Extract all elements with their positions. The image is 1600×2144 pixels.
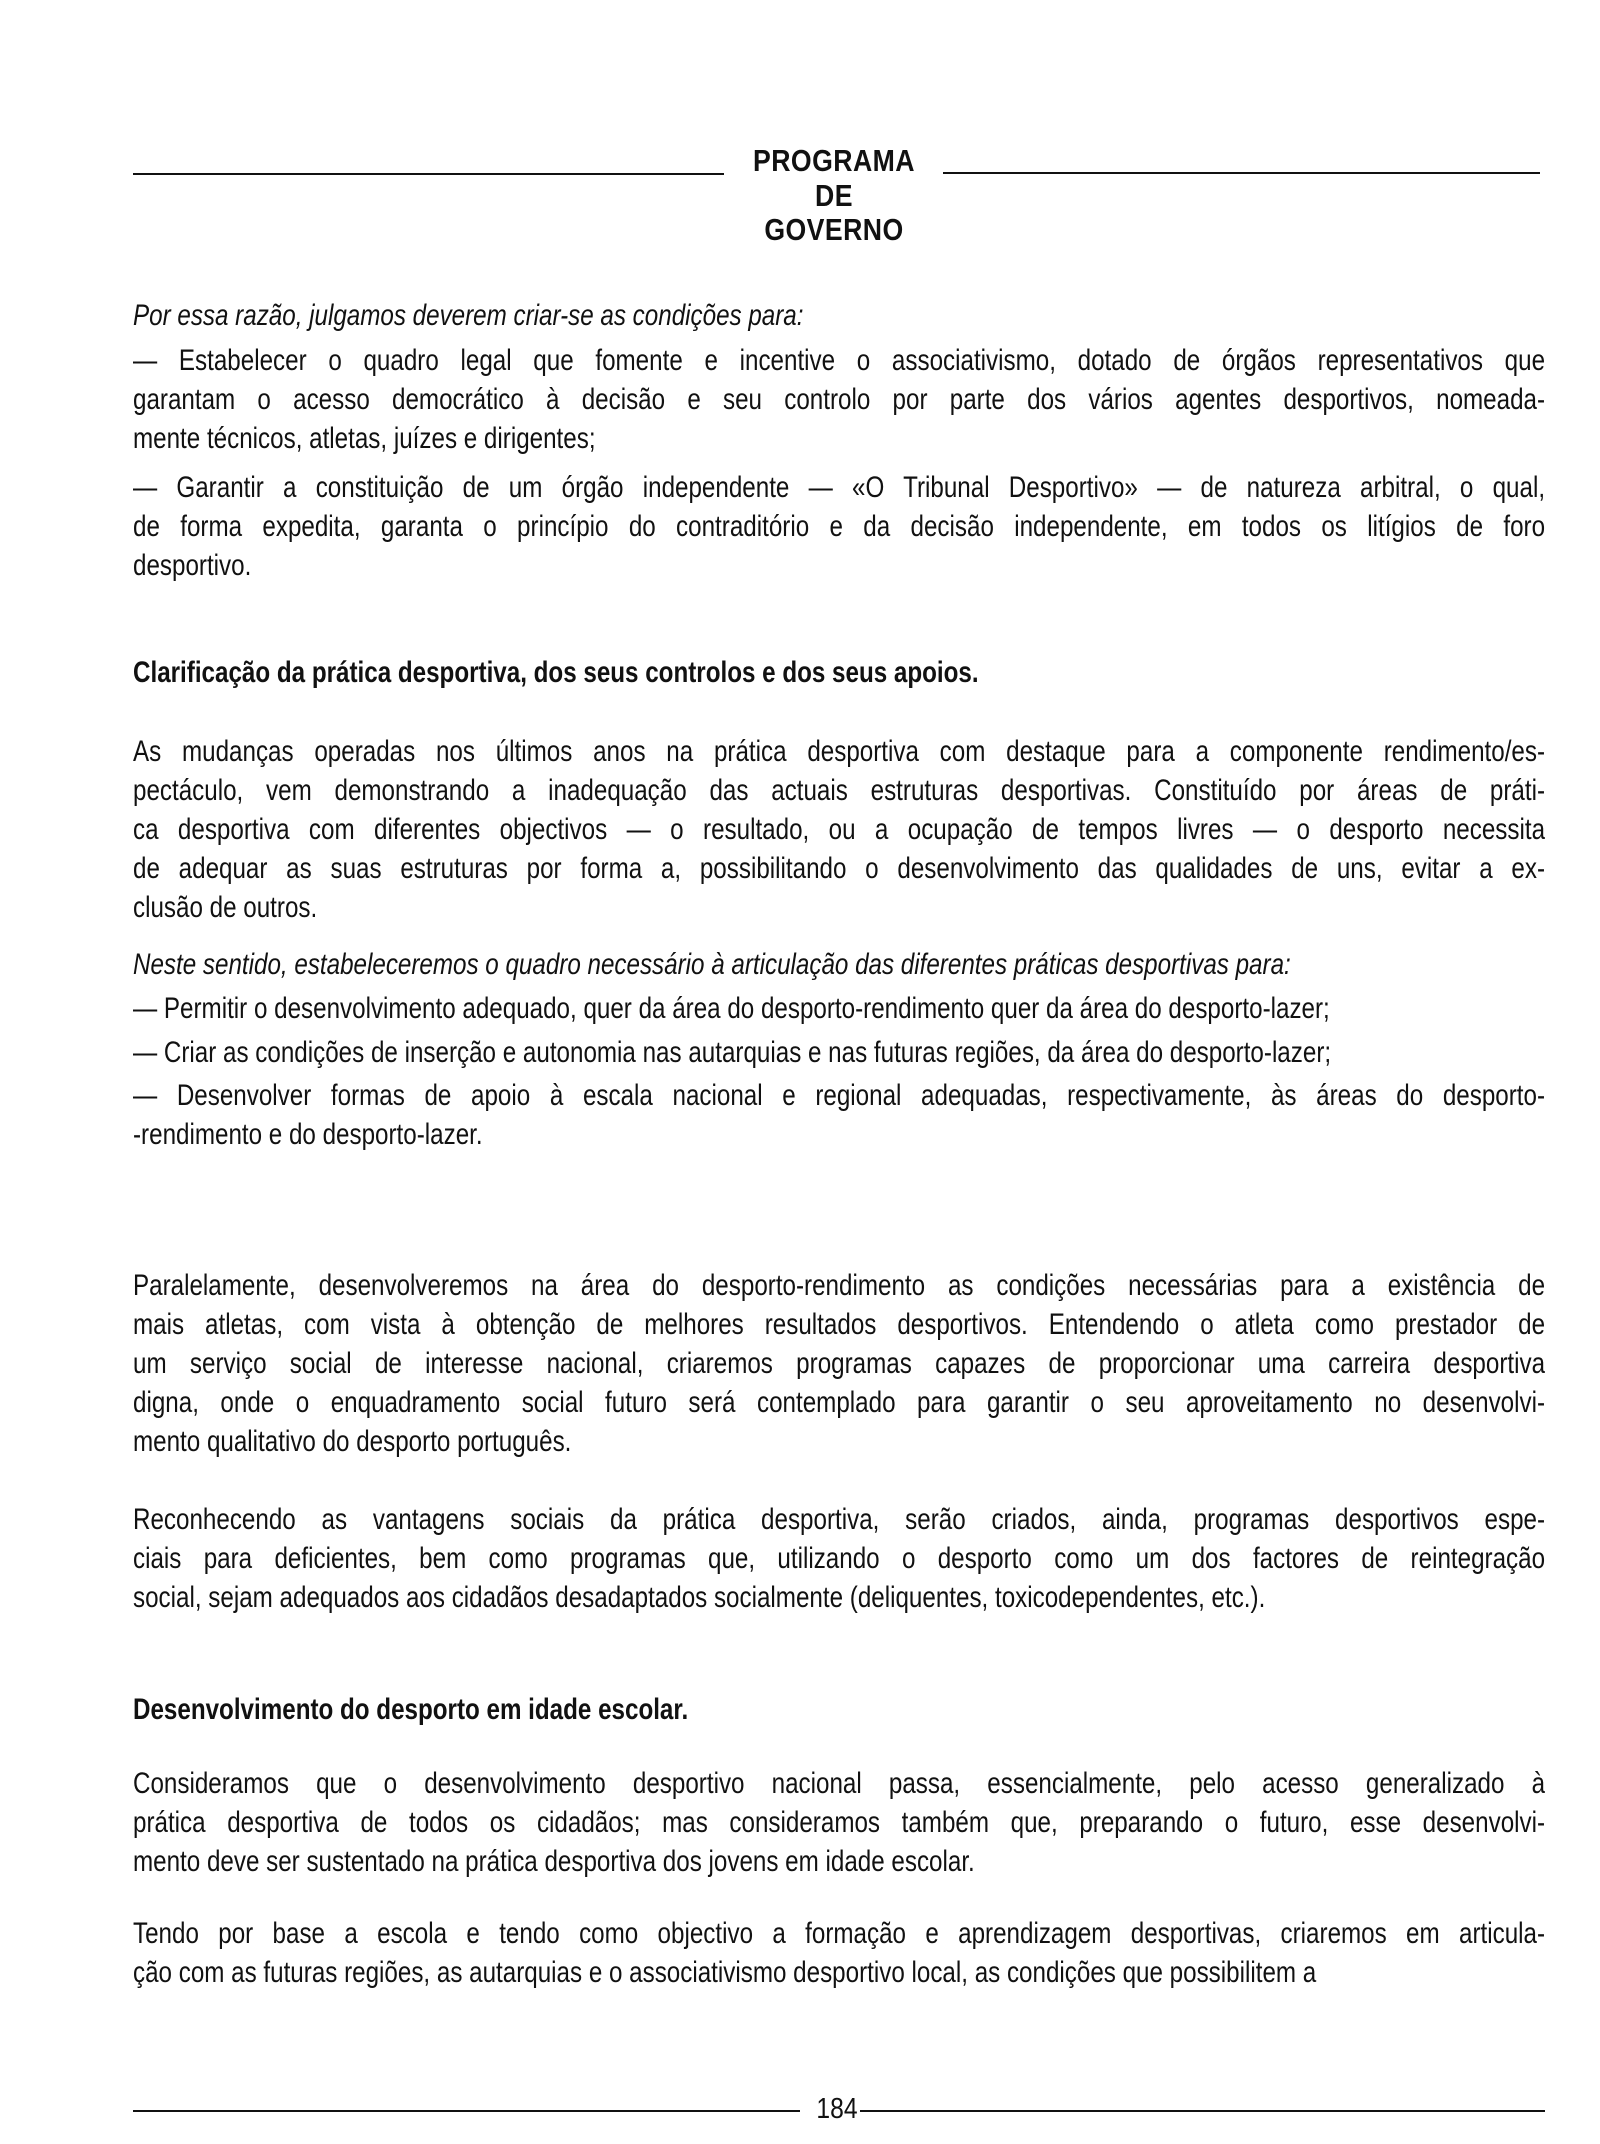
text-line: Paralelamente, desenvolveremos na área do desporto-rendimento as condições necessárias para a existência de — [133, 1269, 1546, 1302]
paragraph — [133, 989, 1545, 1028]
text-line: pectáculo, vem demonstrando a inadequação das actuais estruturas desportivas. Constituído por áreas de práti- — [133, 774, 1546, 807]
page-number: 184 — [816, 2093, 858, 2125]
text-line: mais atletas, com vista à obtenção de melhores resultados desportivos. Entendendo o atleta como prestador de — [133, 1308, 1546, 1341]
footer-rule-left — [133, 2110, 800, 2112]
text-line: ca desportiva com diferentes objectivos — o resultado, ou a ocupação de tempos livres — o desporto necessita — [133, 813, 1546, 846]
text-line: Consideramos que o desenvolvimento desportivo nacional passa, essencialmente, pelo acesso generalizado à — [133, 1767, 1546, 1800]
text-line: mente técnicos, atletas, juízes e dirigentes; — [133, 422, 596, 455]
text-line: — Criar as condições de inserção e autonomia nas autarquias e nas futuras regiões, da área do desporto-lazer; — [133, 1036, 1332, 1069]
section-title-line2: DE GOVERNO — [764, 178, 904, 247]
text-line: Reconhecendo as vantagens sociais da prática desportiva, serão criados, ainda, programas desportivos espe- — [133, 1503, 1546, 1536]
text-line: — Garantir a constituição de um órgão independente — «O Tribunal Desportivo» — de natureza arbitral, o qual, — [133, 471, 1546, 504]
text-line: Tendo por base a escola e tendo como objectivo a formação e aprendizagem desportivas, criaremos em articula- — [133, 1917, 1546, 1950]
text-line: mento qualitativo do desporto português. — [133, 1425, 572, 1458]
text-line: ciais para deficientes, bem como programas que, utilizando o desporto como um dos factores de reintegração — [133, 1542, 1546, 1575]
text-line: mento deve ser sustentado na prática desportiva dos jovens em idade escolar. — [133, 1845, 975, 1878]
section-heading — [133, 1690, 1545, 1729]
text-line: -rendimento e do desporto-lazer. — [133, 1118, 483, 1151]
section-heading — [133, 653, 1545, 692]
paragraph — [133, 296, 1545, 335]
text-line: Desenvolvimento do desporto em idade escolar. — [133, 1693, 689, 1726]
footer-rule-right — [860, 2110, 1545, 2112]
paragraph — [133, 1914, 1545, 1992]
text-line: — Permitir o desenvolvimento adequado, quer da área do desporto-rendimento quer da área do desporto-lazer; — [133, 992, 1330, 1025]
paragraph — [133, 1266, 1545, 1461]
text-line: um serviço social de interesse nacional, criaremos programas capazes de proporcionar uma carreira desportiva — [133, 1347, 1546, 1380]
paragraph — [133, 341, 1545, 458]
paragraph — [133, 1500, 1545, 1617]
text-line: prática desportiva de todos os cidadãos; mas consideramos também que, preparando o futuro, esse desenvolvi- — [133, 1806, 1546, 1839]
paragraph — [133, 1033, 1545, 1072]
paragraph — [133, 945, 1545, 984]
text-line: Clarificação da prática desportiva, dos seus controlos e dos seus apoios. — [133, 656, 979, 689]
text-line: Neste sentido, estabeleceremos o quadro necessário à articulação das diferentes práticas desportivas para: — [133, 948, 1291, 981]
text-line: ção com as futuras regiões, as autarquias e o associativismo desportivo local, as condições que possibilitem a — [133, 1956, 1317, 1989]
paragraph — [133, 732, 1545, 927]
text-line: — Desenvolver formas de apoio à escala nacional e regional adequadas, respectivamente, às áreas do desporto- — [133, 1079, 1546, 1112]
text-line: de forma expedita, garanta o princípio do contraditório e da decisão independente, em todos os litígios de foro — [133, 510, 1546, 543]
text-line: garantam o acesso democrático à decisão e seu controlo por parte dos vários agentes desportivos, nomeada- — [133, 383, 1546, 416]
header-rule-right — [943, 172, 1540, 174]
text-line: digna, onde o enquadramento social futuro será contemplado para garantir o seu aproveitamento no desenvolvi- — [133, 1386, 1546, 1419]
text-line: clusão de outros. — [133, 891, 318, 924]
text-line: As mudanças operadas nos últimos anos na prática desportiva com destaque para a componente rendimento/es- — [133, 735, 1546, 768]
text-line: — Estabelecer o quadro legal que fomente e incentive o associativismo, dotado de órgãos representativos que — [133, 344, 1546, 377]
section-title-line1: PROGRAMA — [753, 143, 915, 178]
paragraph — [133, 468, 1545, 585]
text-line: de adequar as suas estruturas por forma a, possibilitando o desenvolvimento das qualidades de uns, evitar a ex- — [133, 852, 1546, 885]
text-line: social, sejam adequados aos cidadãos desadaptados socialmente (deliquentes, toxicodependentes, etc.). — [133, 1581, 1266, 1614]
paragraph — [133, 1764, 1545, 1881]
text-line: desportivo. — [133, 549, 252, 582]
header-rule-left — [133, 173, 724, 175]
text-line: Por essa razão, julgamos deverem criar-se as condições para: — [133, 299, 804, 332]
paragraph — [133, 1076, 1545, 1154]
